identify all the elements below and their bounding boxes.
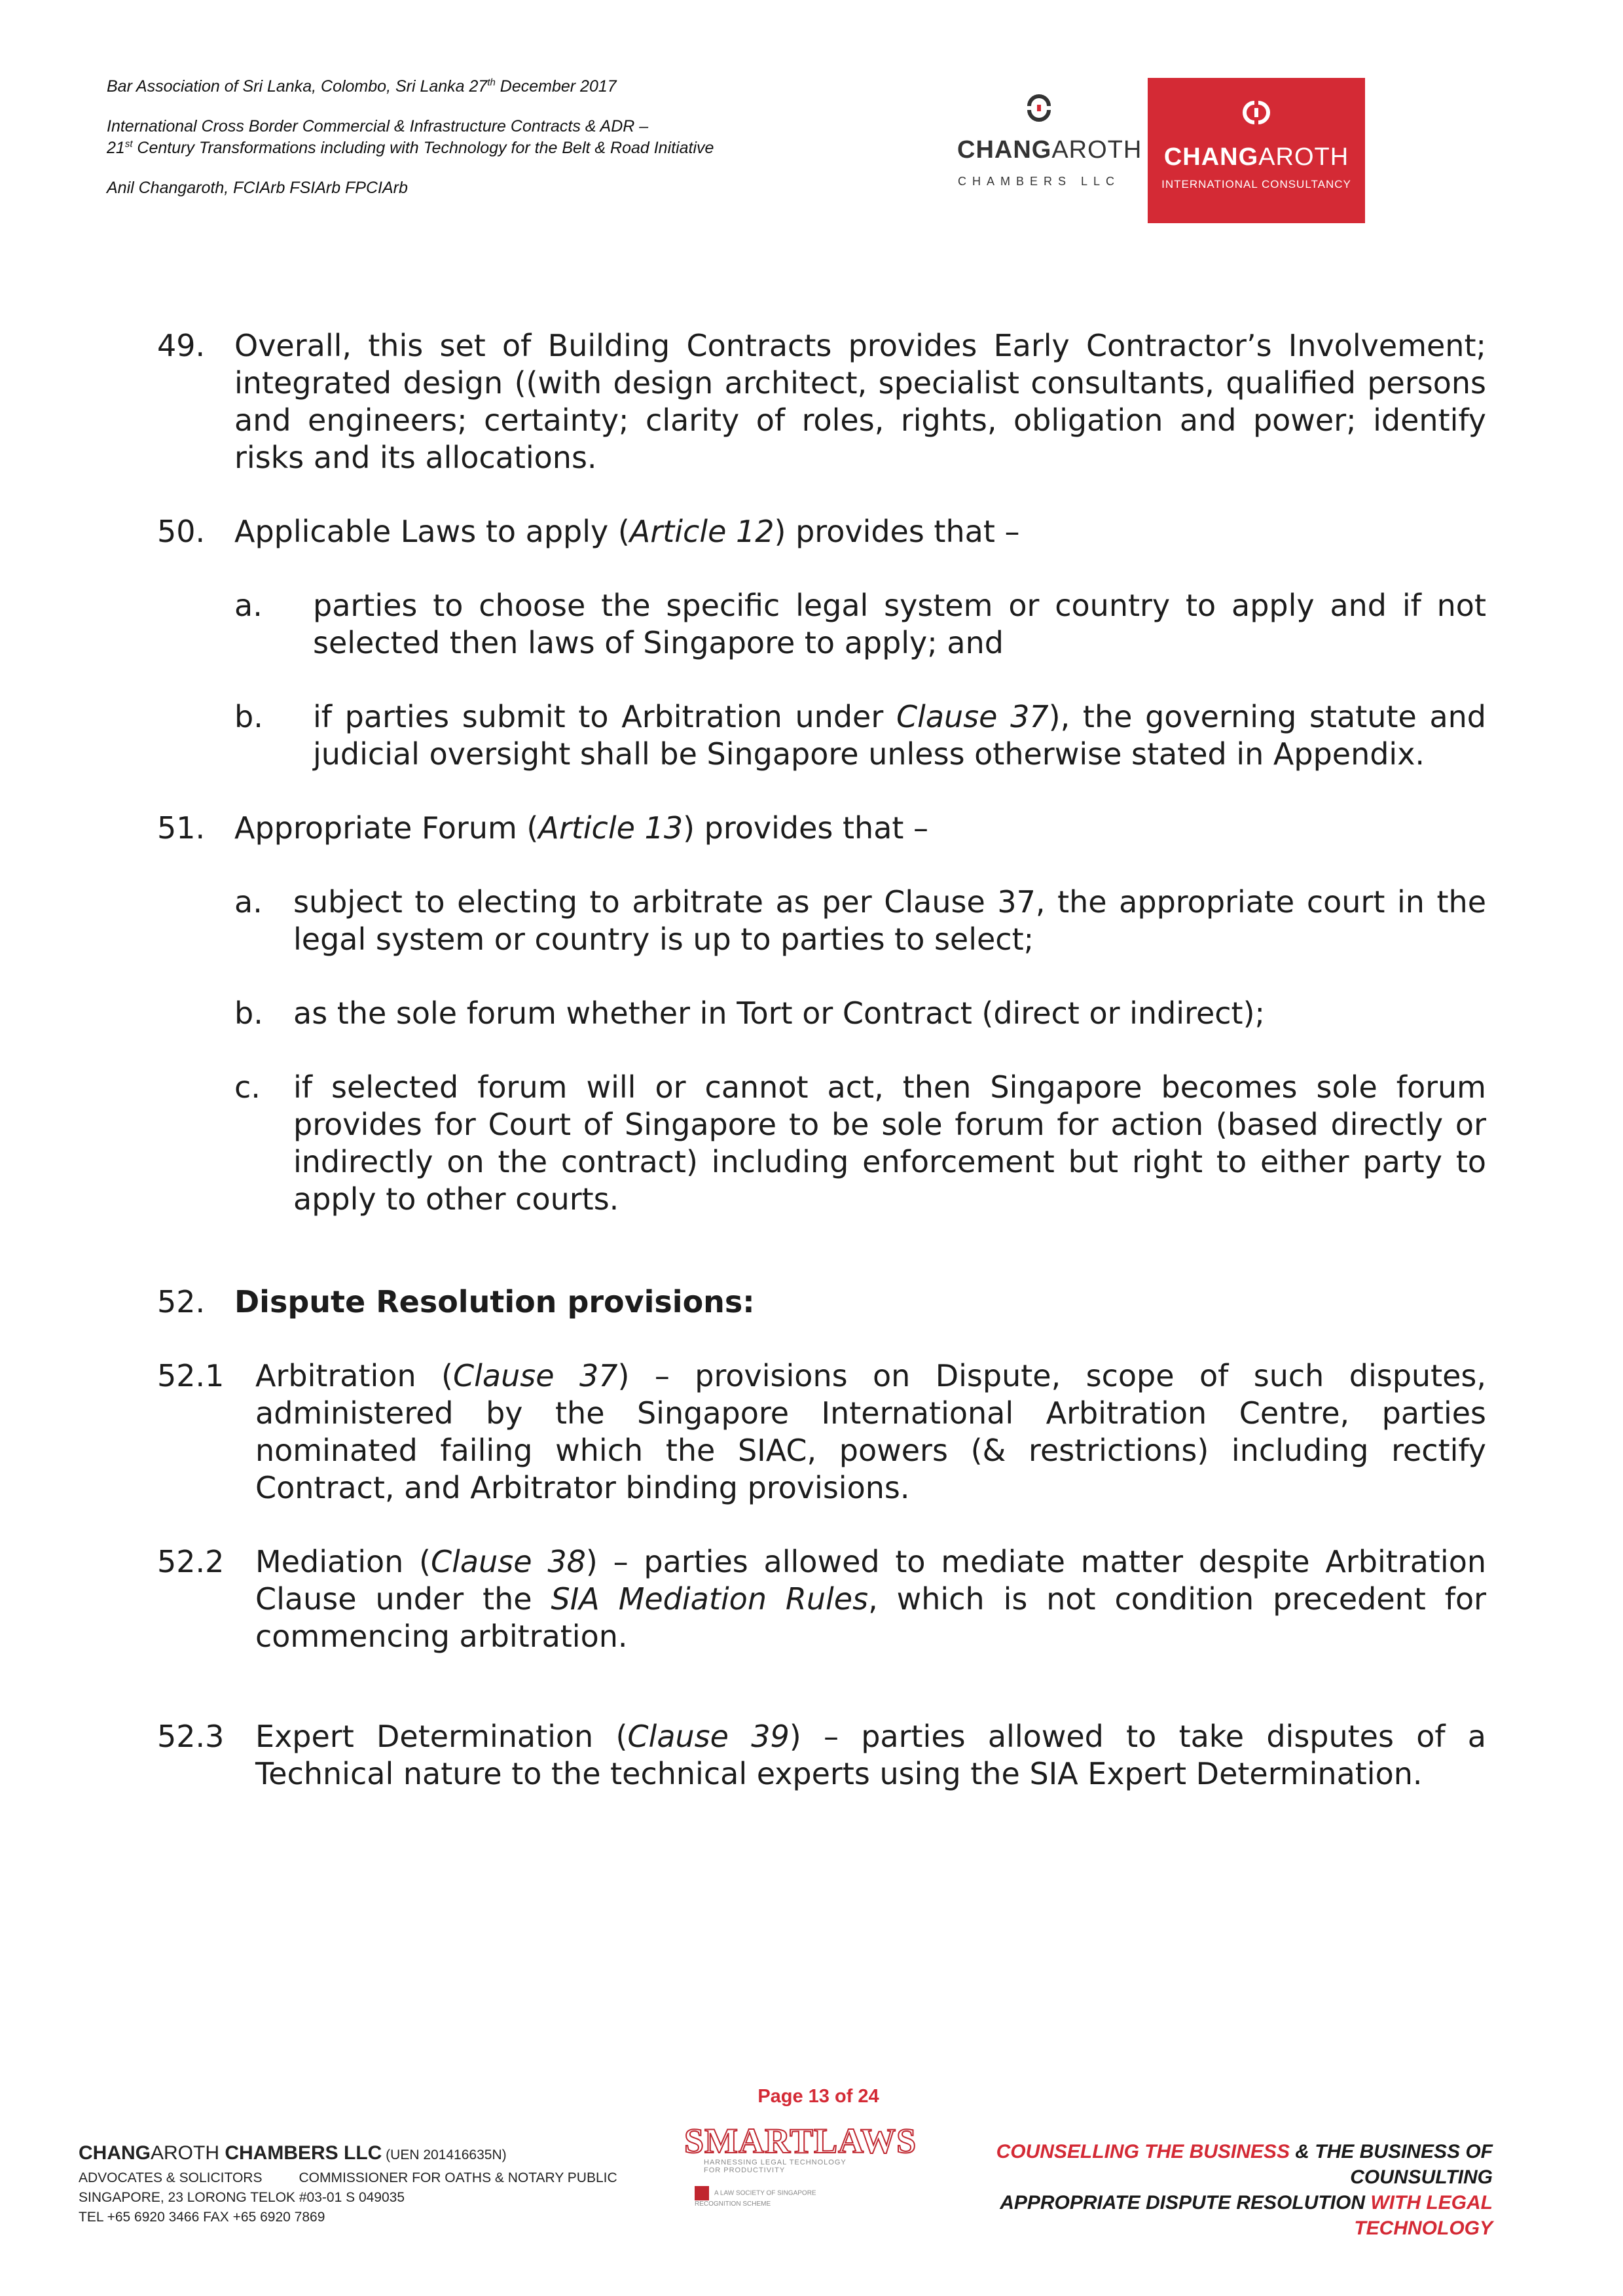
smartlaws-badge: A LAW SOCIETY OF SINGAPORE RECOGNITION SCHEME (695, 2186, 845, 2203)
header-event-line: Bar Association of Sri Lanka, Colombo, Sri Lanka 27th December 2017 (107, 77, 617, 96)
changaroth-international-logo (1148, 78, 1365, 223)
paragraph-50-a (234, 587, 1486, 662)
sub-item-text: as the sole forum whether in Tort or Contract (direct or indirect); (293, 996, 1266, 1031)
paragraph-text: Appropriate Forum (Article 13) provides that – (234, 810, 929, 846)
chambers-logo-name: CHANGAROTH (957, 136, 1142, 164)
paragraph-50 (157, 513, 1486, 550)
paragraph-text: Arbitration (Clause 37) – provisions on Dispute, scope of such disputes, administered by the Singapore International Arbitration Centre, parties nominated failing which the SIAC, powers (& restrictions) including rectify Contract, and Arbitrator binding provisions. (255, 1358, 1486, 1505)
document-body (157, 327, 1486, 1793)
slogan-line-1: COUNSELLING THE BUSINESS & THE BUSINESS OF COUNSULTING (996, 2141, 1493, 2188)
sub-item-label: c. (234, 1069, 261, 1105)
smartlaws-logo (684, 2121, 917, 2208)
paragraph-number: 52.2 (157, 1544, 225, 1579)
sub-item-label: b. (234, 996, 263, 1031)
paragraph-text: Mediation (Clause 38) – parties allowed to mediate matter despite Arbitration Clause under the SIA Mediation Rules, which is not condition precedent for commencing arbitration. (255, 1544, 1487, 1654)
section-heading: Dispute Resolution provisions: (234, 1284, 755, 1319)
law-society-icon (695, 2186, 709, 2200)
paragraph-number: 52. (157, 1284, 206, 1319)
document-header (107, 76, 925, 199)
sub-item-text: subject to electing to arbitrate as per Clause 37, the appropriate court in the legal system or country is up to parties to select; (293, 884, 1486, 957)
paragraph-52 (157, 1283, 1486, 1321)
paragraph-text: Applicable Laws to apply (Article 12) provides that – (234, 514, 1020, 549)
sub-item-text: if parties submit to Arbitration under Clause 37), the governing statute and judicial oversight shall be Singapore unless otherwise stated in Appendix. (313, 699, 1486, 772)
header-subtitle-line: 21st Century Transformations including with Technology for the Belt & Road Initiative (107, 138, 714, 157)
paragraph-text: Overall, this set of Building Contracts provides Early Contractor’s Involvement; integrated design ((with design architect, specialist consultants, qualified persons and engineers; certainty; clarity of roles, rights, obligation and power; identify risks and its allocations. (234, 328, 1486, 475)
paragraph-number: 52.1 (157, 1358, 225, 1393)
footer-contact: TEL +65 6920 3466 FAX +65 6920 7869 (79, 2210, 325, 2225)
cc-monogram-icon (1240, 96, 1273, 129)
paragraph-number: 49. (157, 328, 206, 363)
paragraph-number: 52.3 (157, 1719, 225, 1754)
footer-firm-name: CHANGAROTH CHAMBERS LLC (UEN 201416635N) (79, 2142, 507, 2164)
sub-item-text: parties to choose the specific legal system or country to apply and if not selected then laws of Singapore to apply; and (313, 588, 1486, 660)
paragraph-52-1 (157, 1357, 1486, 1507)
cc-monogram-icon (1023, 92, 1055, 124)
intl-logo-sub: INTERNATIONAL CONSULTANCY (1161, 178, 1351, 190)
footer-address: SINGAPORE, 23 LORONG TELOK #03-01 S 049035 (79, 2190, 405, 2205)
intl-logo-name: CHANGAROTH (1163, 143, 1349, 171)
header-title-line: International Cross Border Commercial & Infrastructure Contracts & ADR – (107, 117, 649, 135)
paragraph-51 (157, 810, 1486, 847)
paragraph-51-b (234, 995, 1486, 1032)
header-author-line: Anil Changaroth, FCIArb FSIArb FPCIArb (107, 179, 408, 197)
paragraph-50-b (234, 698, 1486, 773)
sub-item-text: if selected forum will or cannot act, then Singapore becomes sole forum provides for Court of Singapore to be sole forum for action (based directly or indirectly on the contract) including enforcement but right to either party to apply to other courts. (293, 1069, 1486, 1217)
changaroth-chambers-logo (957, 92, 1142, 223)
sub-item-label: a. (234, 884, 263, 920)
paragraph-52-2 (157, 1543, 1486, 1655)
footer-slogan (877, 2139, 1493, 2241)
slogan-line-2: APPROPRIATE DISPUTE RESOLUTION WITH LEGAL TECHNOLOGY (1000, 2192, 1493, 2239)
smartlaws-wordmark: SMARTLAWS (684, 2121, 917, 2161)
paragraph-51-c (234, 1069, 1486, 1218)
chambers-logo-sub: CHAMBERS LLC (957, 175, 1121, 188)
sub-item-label: b. (234, 699, 263, 734)
paragraph-number: 50. (157, 514, 206, 549)
sub-item-label: a. (234, 588, 263, 623)
smartlaws-tagline: HARNESSING LEGAL TECHNOLOGY FOR PRODUCTIVITY (704, 2159, 847, 2174)
page-number: Page 13 of 24 (757, 2086, 879, 2107)
paragraph-52-3 (157, 1718, 1486, 1793)
paragraph-number: 51. (157, 810, 206, 846)
footer-firm-details (79, 2140, 668, 2227)
paragraph-49 (157, 327, 1486, 476)
paragraph-text: Expert Determination (Clause 39) – parties allowed to take disputes of a Technical nature to the technical experts using the SIA Expert Determination. (255, 1719, 1487, 1791)
paragraph-51-a (234, 884, 1486, 958)
footer-practice-line: ADVOCATES & SOLICITORS COMMISSIONER FOR OATHS & NOTARY PUBLIC (79, 2170, 617, 2185)
